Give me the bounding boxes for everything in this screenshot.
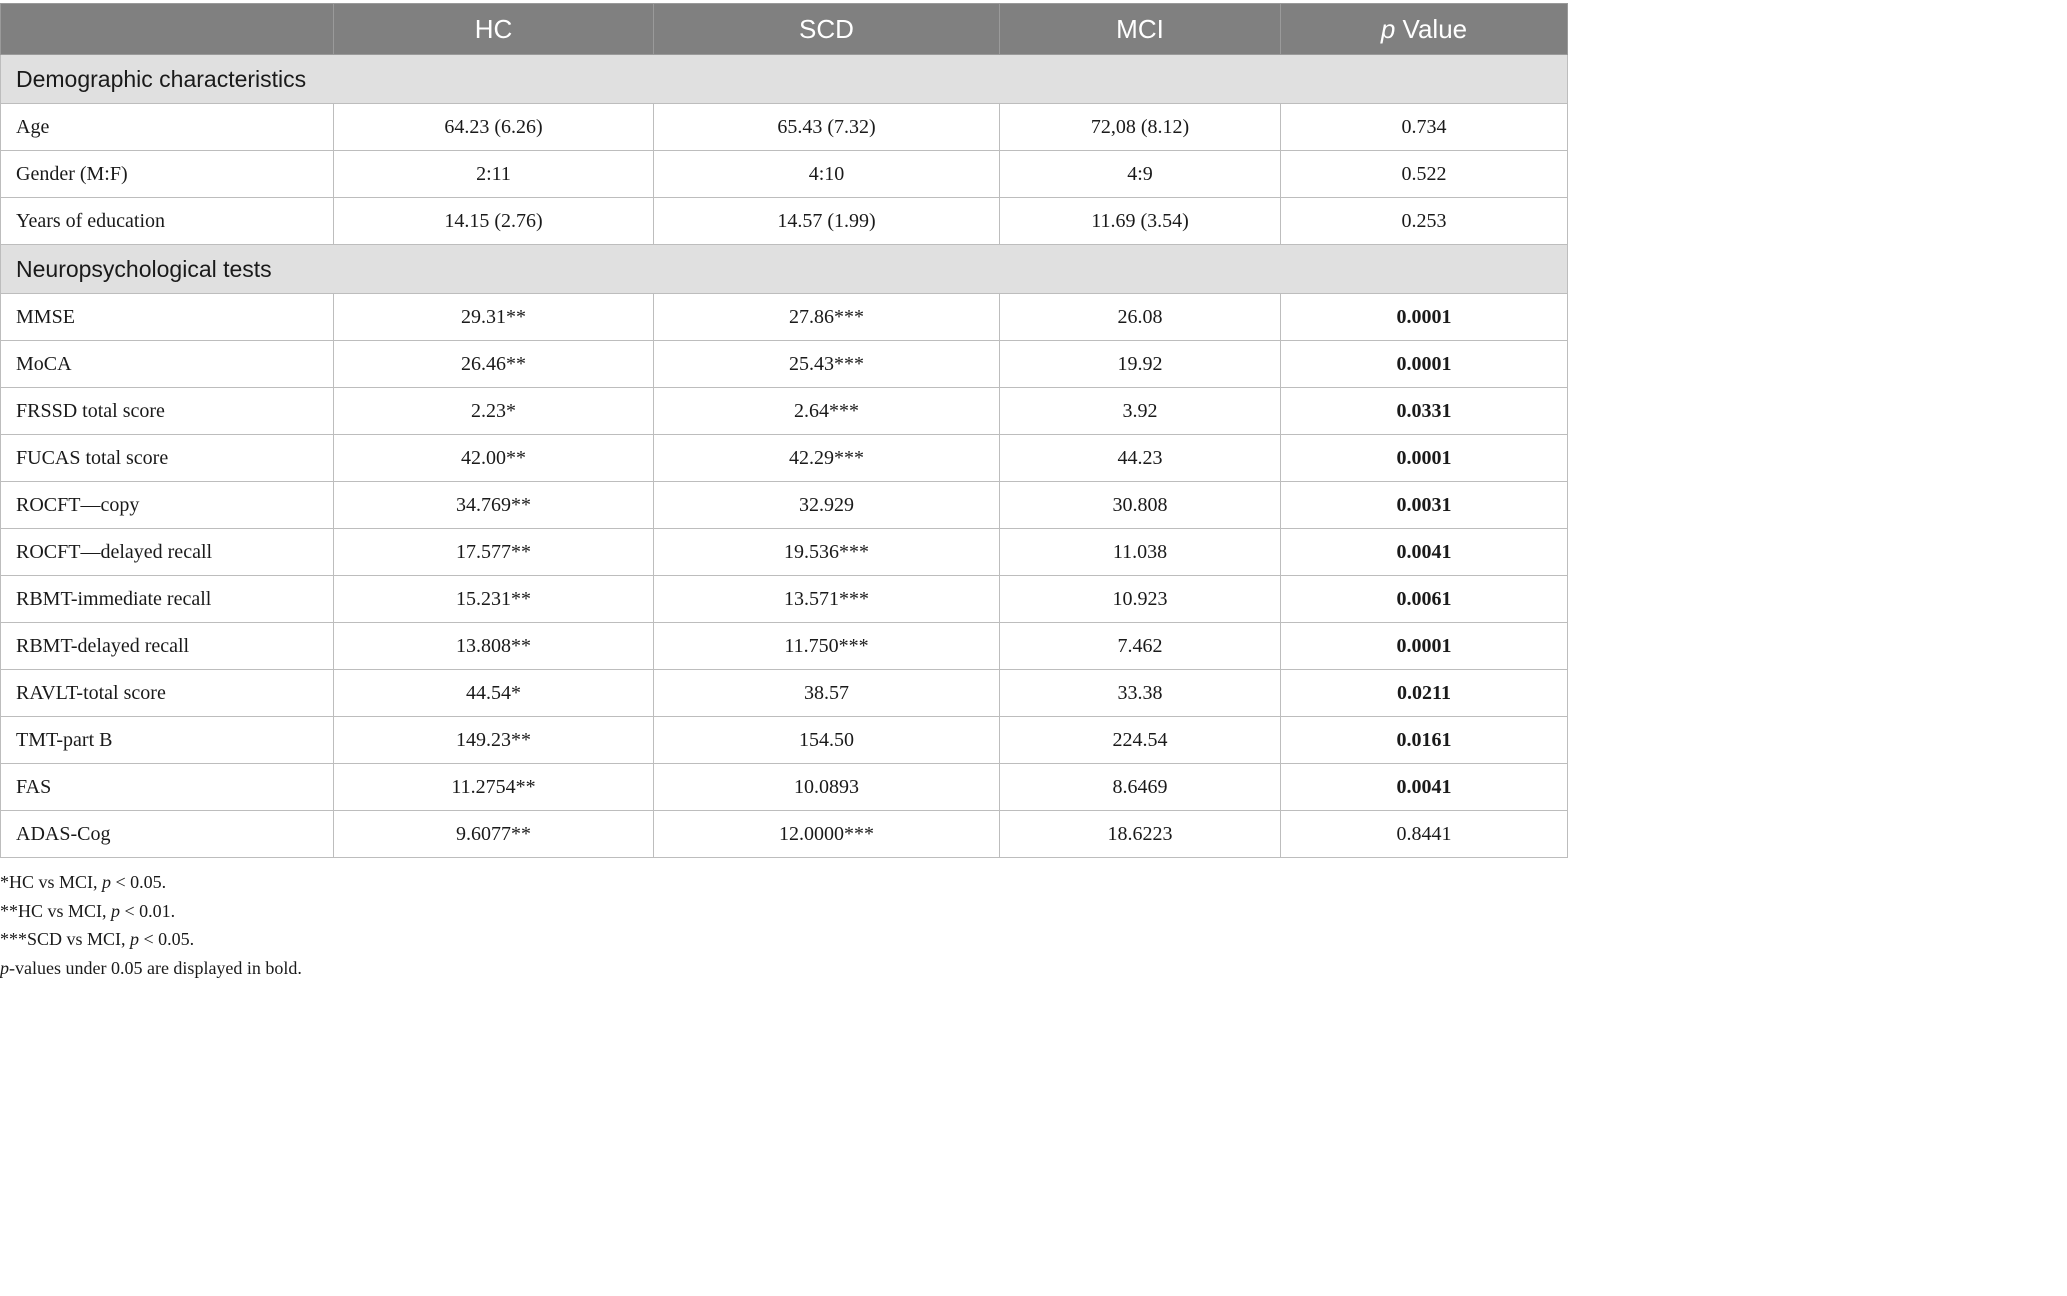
cell-hc: 64.23 (6.26) bbox=[334, 104, 654, 151]
cell-scd: 19.536*** bbox=[654, 529, 1000, 576]
cell-hc: 15.231** bbox=[334, 576, 654, 623]
cell-label: MMSE bbox=[1, 294, 334, 341]
table-row bbox=[1, 482, 1568, 529]
header-hc: HC bbox=[334, 4, 654, 55]
table-row bbox=[1, 104, 1568, 151]
cell-hc: 2:11 bbox=[334, 151, 654, 198]
footnote-4-text: -values under 0.05 are displayed in bold. bbox=[9, 957, 302, 978]
section-row bbox=[1, 245, 1568, 294]
cell-mci: 4:9 bbox=[1000, 151, 1281, 198]
footnotes bbox=[0, 868, 302, 982]
cell-label: RAVLT-total score bbox=[1, 670, 334, 717]
cell-p: 0.0161 bbox=[1281, 717, 1568, 764]
cell-p: 0.0001 bbox=[1281, 623, 1568, 670]
header-p-italic: p bbox=[1380, 13, 1396, 44]
header-row bbox=[1, 4, 1568, 55]
cell-hc: 34.769** bbox=[334, 482, 654, 529]
cell-scd: 27.86*** bbox=[654, 294, 1000, 341]
footnote-3-threshold: < 0.05. bbox=[139, 929, 195, 949]
cell-p: 0.0331 bbox=[1281, 388, 1568, 435]
cell-label: TMT-part B bbox=[1, 717, 334, 764]
results-table bbox=[0, 3, 1568, 858]
cell-label: Years of education bbox=[1, 198, 334, 245]
cell-scd: 154.50 bbox=[654, 717, 1000, 764]
header-p-value bbox=[1281, 4, 1568, 55]
cell-scd: 25.43*** bbox=[654, 341, 1000, 388]
cell-scd: 10.0893 bbox=[654, 764, 1000, 811]
table-row bbox=[1, 576, 1568, 623]
cell-scd: 11.750*** bbox=[654, 623, 1000, 670]
cell-hc: 9.6077** bbox=[334, 811, 654, 858]
table-row bbox=[1, 764, 1568, 811]
table-row bbox=[1, 435, 1568, 482]
cell-mci: 10.923 bbox=[1000, 576, 1281, 623]
cell-hc: 29.31** bbox=[334, 294, 654, 341]
cell-hc: 26.46** bbox=[334, 341, 654, 388]
header-empty bbox=[1, 4, 334, 55]
cell-mci: 224.54 bbox=[1000, 717, 1281, 764]
footnote-4-p: p bbox=[0, 957, 9, 978]
footnote-1-threshold: < 0.05. bbox=[111, 872, 167, 892]
section-title: Demographic characteristics bbox=[1, 55, 1568, 104]
cell-hc: 11.2754** bbox=[334, 764, 654, 811]
cell-label: FRSSD total score bbox=[1, 388, 334, 435]
cell-hc: 17.577** bbox=[334, 529, 654, 576]
cell-scd: 42.29*** bbox=[654, 435, 1000, 482]
cell-label: Age bbox=[1, 104, 334, 151]
footnote-2-p: p bbox=[111, 900, 121, 921]
cell-scd: 13.571*** bbox=[654, 576, 1000, 623]
footnote-1-p: p bbox=[102, 872, 112, 892]
cell-label: FUCAS total score bbox=[1, 435, 334, 482]
cell-p: 0.0211 bbox=[1281, 670, 1568, 717]
cell-mci: 44.23 bbox=[1000, 435, 1281, 482]
table-row bbox=[1, 388, 1568, 435]
cell-mci: 18.6223 bbox=[1000, 811, 1281, 858]
cell-p: 0.734 bbox=[1281, 104, 1568, 151]
cell-scd: 14.57 (1.99) bbox=[654, 198, 1000, 245]
header-scd: SCD bbox=[654, 4, 1000, 55]
cell-label: MoCA bbox=[1, 341, 334, 388]
table-row bbox=[1, 623, 1568, 670]
cell-label: ROCFT—delayed recall bbox=[1, 529, 334, 576]
cell-mci: 72,08 (8.12) bbox=[1000, 104, 1281, 151]
cell-scd: 12.0000*** bbox=[654, 811, 1000, 858]
cell-p: 0.253 bbox=[1281, 198, 1568, 245]
cell-p: 0.0001 bbox=[1281, 294, 1568, 341]
cell-scd: 2.64*** bbox=[654, 388, 1000, 435]
cell-mci: 8.6469 bbox=[1000, 764, 1281, 811]
table-row bbox=[1, 529, 1568, 576]
cell-label: ROCFT—copy bbox=[1, 482, 334, 529]
cell-mci: 19.92 bbox=[1000, 341, 1281, 388]
footnote-1 bbox=[0, 868, 302, 897]
table-row bbox=[1, 811, 1568, 858]
table-row bbox=[1, 341, 1568, 388]
cell-hc: 42.00** bbox=[334, 435, 654, 482]
table-body bbox=[1, 55, 1568, 858]
table-row bbox=[1, 198, 1568, 245]
footnote-3-p: p bbox=[130, 929, 140, 949]
footnote-3-text: ***SCD vs MCI, bbox=[0, 929, 131, 949]
table-row bbox=[1, 151, 1568, 198]
cell-p: 0.0001 bbox=[1281, 341, 1568, 388]
cell-scd: 4:10 bbox=[654, 151, 1000, 198]
section-title: Neuropsychological tests bbox=[1, 245, 1568, 294]
cell-mci: 3.92 bbox=[1000, 388, 1281, 435]
cell-label: Gender (M:F) bbox=[1, 151, 334, 198]
footnote-1-text: *HC vs MCI, bbox=[0, 872, 103, 892]
table-row bbox=[1, 670, 1568, 717]
cell-mci: 11.69 (3.54) bbox=[1000, 198, 1281, 245]
cell-label: FAS bbox=[1, 764, 334, 811]
footnote-2-threshold: < 0.01. bbox=[120, 900, 176, 921]
table-row bbox=[1, 717, 1568, 764]
footnote-2-text: **HC vs MCI, bbox=[0, 900, 112, 921]
cell-p: 0.0061 bbox=[1281, 576, 1568, 623]
cell-scd: 65.43 (7.32) bbox=[654, 104, 1000, 151]
cell-p: 0.0041 bbox=[1281, 764, 1568, 811]
footnote-4 bbox=[0, 954, 302, 983]
cell-mci: 33.38 bbox=[1000, 670, 1281, 717]
footnote-2 bbox=[0, 897, 302, 926]
cell-p: 0.0031 bbox=[1281, 482, 1568, 529]
cell-hc: 149.23** bbox=[334, 717, 654, 764]
cell-hc: 2.23* bbox=[334, 388, 654, 435]
cell-mci: 30.808 bbox=[1000, 482, 1281, 529]
cell-scd: 32.929 bbox=[654, 482, 1000, 529]
cell-p: 0.0041 bbox=[1281, 529, 1568, 576]
table-row bbox=[1, 294, 1568, 341]
cell-hc: 14.15 (2.76) bbox=[334, 198, 654, 245]
header-mci: MCI bbox=[1000, 4, 1281, 55]
cell-p: 0.8441 bbox=[1281, 811, 1568, 858]
cell-hc: 13.808** bbox=[334, 623, 654, 670]
footnote-3 bbox=[0, 925, 302, 954]
cell-hc: 44.54* bbox=[334, 670, 654, 717]
cell-label: ADAS-Cog bbox=[1, 811, 334, 858]
cell-label: RBMT-delayed recall bbox=[1, 623, 334, 670]
cell-p: 0.522 bbox=[1281, 151, 1568, 198]
cell-scd: 38.57 bbox=[654, 670, 1000, 717]
cell-label: RBMT-immediate recall bbox=[1, 576, 334, 623]
section-row bbox=[1, 55, 1568, 104]
cell-mci: 26.08 bbox=[1000, 294, 1281, 341]
header-p-rest: Value bbox=[1395, 13, 1468, 44]
cell-mci: 11.038 bbox=[1000, 529, 1281, 576]
cell-mci: 7.462 bbox=[1000, 623, 1281, 670]
cell-p: 0.0001 bbox=[1281, 435, 1568, 482]
